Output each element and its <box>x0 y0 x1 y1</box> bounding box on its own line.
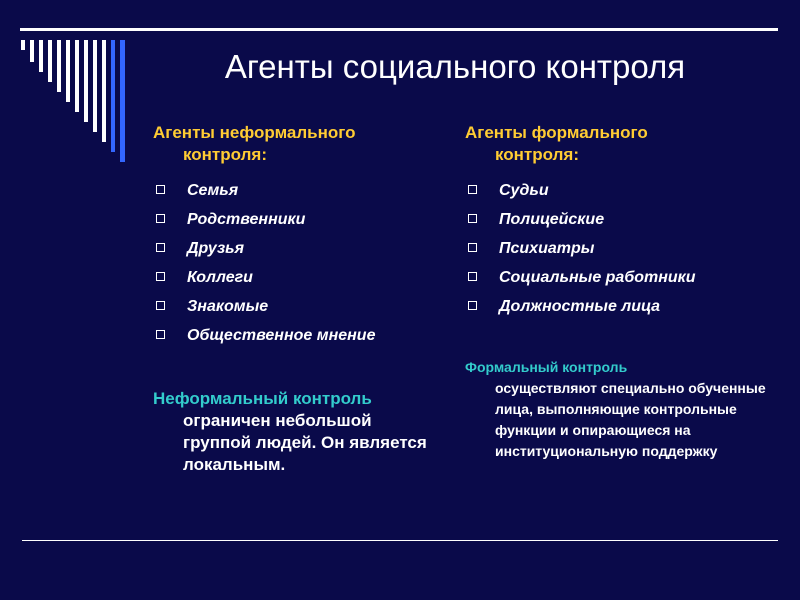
informal-note-text: ограничен небольшой группой людей. Он является локальным. <box>183 411 427 474</box>
decorative-bar <box>75 40 79 112</box>
list-item-label: Должностные лица <box>499 298 661 315</box>
list-item <box>465 176 785 205</box>
formal-note-lead: Формальный контроль <box>465 359 628 375</box>
square-bullet-icon <box>156 243 165 252</box>
decorative-bar <box>93 40 97 132</box>
list-item-label: Знакомые <box>187 298 269 315</box>
list-item-label: Социальные работники <box>499 269 696 286</box>
square-bullet-icon <box>468 214 477 223</box>
list-item <box>153 234 443 263</box>
square-bullet-icon <box>156 185 165 194</box>
decorative-bar <box>30 40 34 62</box>
slide-title: Агенты социального контроля <box>224 48 686 85</box>
decorative-bar <box>48 40 52 82</box>
informal-note-lead: Неформальный контроль <box>153 389 372 408</box>
informal-agents-heading <box>153 122 443 166</box>
formal-heading-line1: Агенты формального <box>465 123 648 142</box>
list-item-label: Общественное мнение <box>187 327 376 344</box>
informal-agents-column <box>153 122 443 476</box>
decorative-bar <box>21 40 25 50</box>
list-item <box>153 263 443 292</box>
decorative-bar <box>111 40 115 152</box>
list-item-label: Родственники <box>187 211 306 228</box>
list-item <box>153 292 443 321</box>
informal-control-note <box>153 388 443 476</box>
formal-control-note <box>465 357 785 462</box>
decorative-bar <box>120 40 125 162</box>
informal-heading-line2: контроля: <box>183 145 267 164</box>
decorative-bar <box>66 40 70 102</box>
list-item-label: Психиатры <box>499 240 595 257</box>
decorative-bar <box>39 40 43 72</box>
formal-heading-line2: контроля: <box>495 145 579 164</box>
decorative-bar <box>102 40 106 142</box>
bottom-divider-line <box>22 540 778 541</box>
square-bullet-icon <box>468 185 477 194</box>
list-item-label: Друзья <box>187 240 245 257</box>
list-item <box>153 176 443 205</box>
decorative-bar <box>84 40 88 122</box>
formal-agents-list <box>465 176 785 321</box>
square-bullet-icon <box>156 330 165 339</box>
informal-agents-list <box>153 176 443 350</box>
formal-note-text: осуществляют специально обученные лица, выполняющие контрольные функции и опирающиеся на институциональную поддержку <box>495 380 766 459</box>
list-item <box>465 292 785 321</box>
formal-agents-column <box>465 122 785 462</box>
square-bullet-icon <box>156 272 165 281</box>
square-bullet-icon <box>468 243 477 252</box>
list-item-label: Полицейские <box>499 211 605 228</box>
list-item <box>465 263 785 292</box>
list-item <box>153 205 443 234</box>
list-item-label: Судьи <box>499 182 549 199</box>
list-item <box>153 321 443 350</box>
square-bullet-icon <box>156 214 165 223</box>
square-bullet-icon <box>468 301 477 310</box>
list-item-label: Семья <box>187 182 239 199</box>
square-bullet-icon <box>468 272 477 281</box>
list-item-label: Коллеги <box>187 269 253 286</box>
decorative-bars <box>0 0 140 170</box>
decorative-bar <box>57 40 61 92</box>
list-item <box>465 205 785 234</box>
formal-agents-heading <box>465 122 785 166</box>
list-item <box>465 234 785 263</box>
square-bullet-icon <box>156 301 165 310</box>
informal-heading-line1: Агенты неформального <box>153 123 356 142</box>
